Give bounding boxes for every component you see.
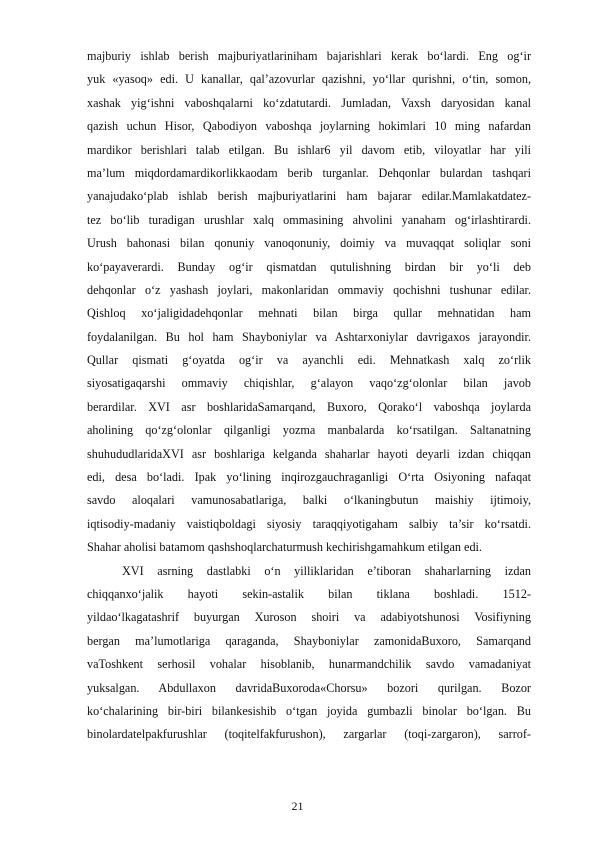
text-line: dehqonlar o‘z yashash joylari, makonlaridan ommaviy qochishni tushunar edilar. (87, 282, 531, 297)
text-line: savdo aloqalari vamunosabatlariga, balki o‘lkaningbutun maishiy ijtimoiy, (87, 493, 531, 508)
text-line: yanajudako‘plab ishlab berish majburiyatlarini ham bajarar edilar.Mamlakatdatez- (87, 189, 531, 204)
text-line: yildao‘lkagatashrif buyurgan Xuroson shoiri va adabiyotshunosi Vosifiyning (87, 610, 531, 625)
text-line: chiqqanxo‘jalik hayoti sekin-astalik bilan tiklana boshladi. 1512- (87, 586, 531, 601)
paragraph-first-line: XVI asrning dastlabki o‘n yilliklaridan e’tiboran shaharlarning izdan (122, 563, 531, 578)
text-line: aholining qo‘zg‘olonlar qilganligi yozma manbalarda ko‘rsatilgan. Saltanatning (87, 423, 531, 438)
text-line: Qishloq xo‘jaligidadehqonlar mehnati bilan birga qullar mehnatidan ham (87, 306, 531, 321)
text-line: yuksalgan. Abdullaxon davridaBuxoroda«Chorsu» bozori qurilgan. Bozor (87, 680, 531, 695)
page-number: 21 (291, 799, 304, 813)
text-line: Qullar qismati g‘oyatda og‘ir va ayanchli edi. Mehnatkash xalq zo‘rlik (87, 353, 531, 368)
text-line: ko‘payaverardi. Bunday og‘ir qismatdan qutulishning birdan bir yo‘li deb (87, 259, 531, 274)
text-line: binolardatelpakfurushlar (toqitelfakfurushon), zargarlar (toqi-zargaron), sarrof- (87, 727, 531, 742)
text-line: ko‘chalarining bir-biri bilankesishib o‘tgan joyida gumbazli binolar bo‘lgan. Bu (87, 703, 531, 718)
text-line: bergan ma’lumotlariga qaraganda, Shayboniylar zamonidaBuxoro, Samarqand (87, 633, 531, 648)
text-line: vaToshkent serhosil vohalar hisoblanib, hunarmandchilik savdo vamadaniyat (87, 657, 531, 672)
text-line: mardikor berishlari talab etilgan. Bu ishlar6 yil davom etib, viloyatlar har yili (87, 142, 531, 157)
text-line: qazish uchun Hisor, Qabodiyon vaboshqa joylarning hokimlari 10 ming nafardan (87, 119, 531, 134)
text-line: edi, desa bo‘ladi. Ipak yo‘lining inqirozgauchraganligi O‘rta Osiyoning nafaqat (87, 470, 531, 485)
text-line: xashak yig‘ishni vaboshqalarni ko‘zdatutardi. Jumladan, Vaxsh daryosidan kanal (87, 95, 531, 110)
text-line: siyosatigaqarshi ommaviy chiqishlar, g‘alayon vaqo‘zg‘olonlar bilan javob (87, 376, 531, 391)
text-line: iqtisodiy-madaniy vaistiqboldagi siyosiy taraqqiyotigaham salbiy ta’sir ko‘rsatdi. (87, 516, 531, 531)
text-line: ma’lum miqdordamardikorlikkaodam berib turganlar. Dehqonlar bulardan tashqari (87, 165, 531, 180)
text-line: shuhududlaridaXVI asr boshlariga kelganda shaharlar hayoti deyarli izdan chiqqan (87, 446, 531, 461)
text-line: yuk «yasoq» edi. U kanallar, qal’azovurlar qazishni, yo‘llar qurishni, o‘tin, somon, (87, 72, 531, 87)
text-line: Shahar aholisi batamom qashshoqlarchaturmush kechirishgamahkum etilgan edi. (87, 540, 482, 555)
text-line: Urush bahonasi bilan qonuniy vanoqonuniy, doimiy va muvaqqat soliqlar soni (87, 236, 531, 251)
text-line: majburiy ishlab berish majburiyatlariniham bajarishlari kerak bo‘lardi. Eng og‘ir (87, 49, 531, 63)
text-line: tez bo‘lib turadigan urushlar xalq ommasining ahvolini yanaham og‘irlashtirardi. (87, 212, 531, 227)
text-line: berardilar. XVI asr boshlaridaSamarqand, Buxoro, Qorako‘l vaboshqa joylarda (87, 399, 531, 414)
document-body (87, 45, 531, 747)
text-line: foydalanilgan. Bu hol ham Shayboniylar va Ashtarxoniylar davrigaxos jarayondir. (87, 329, 531, 344)
